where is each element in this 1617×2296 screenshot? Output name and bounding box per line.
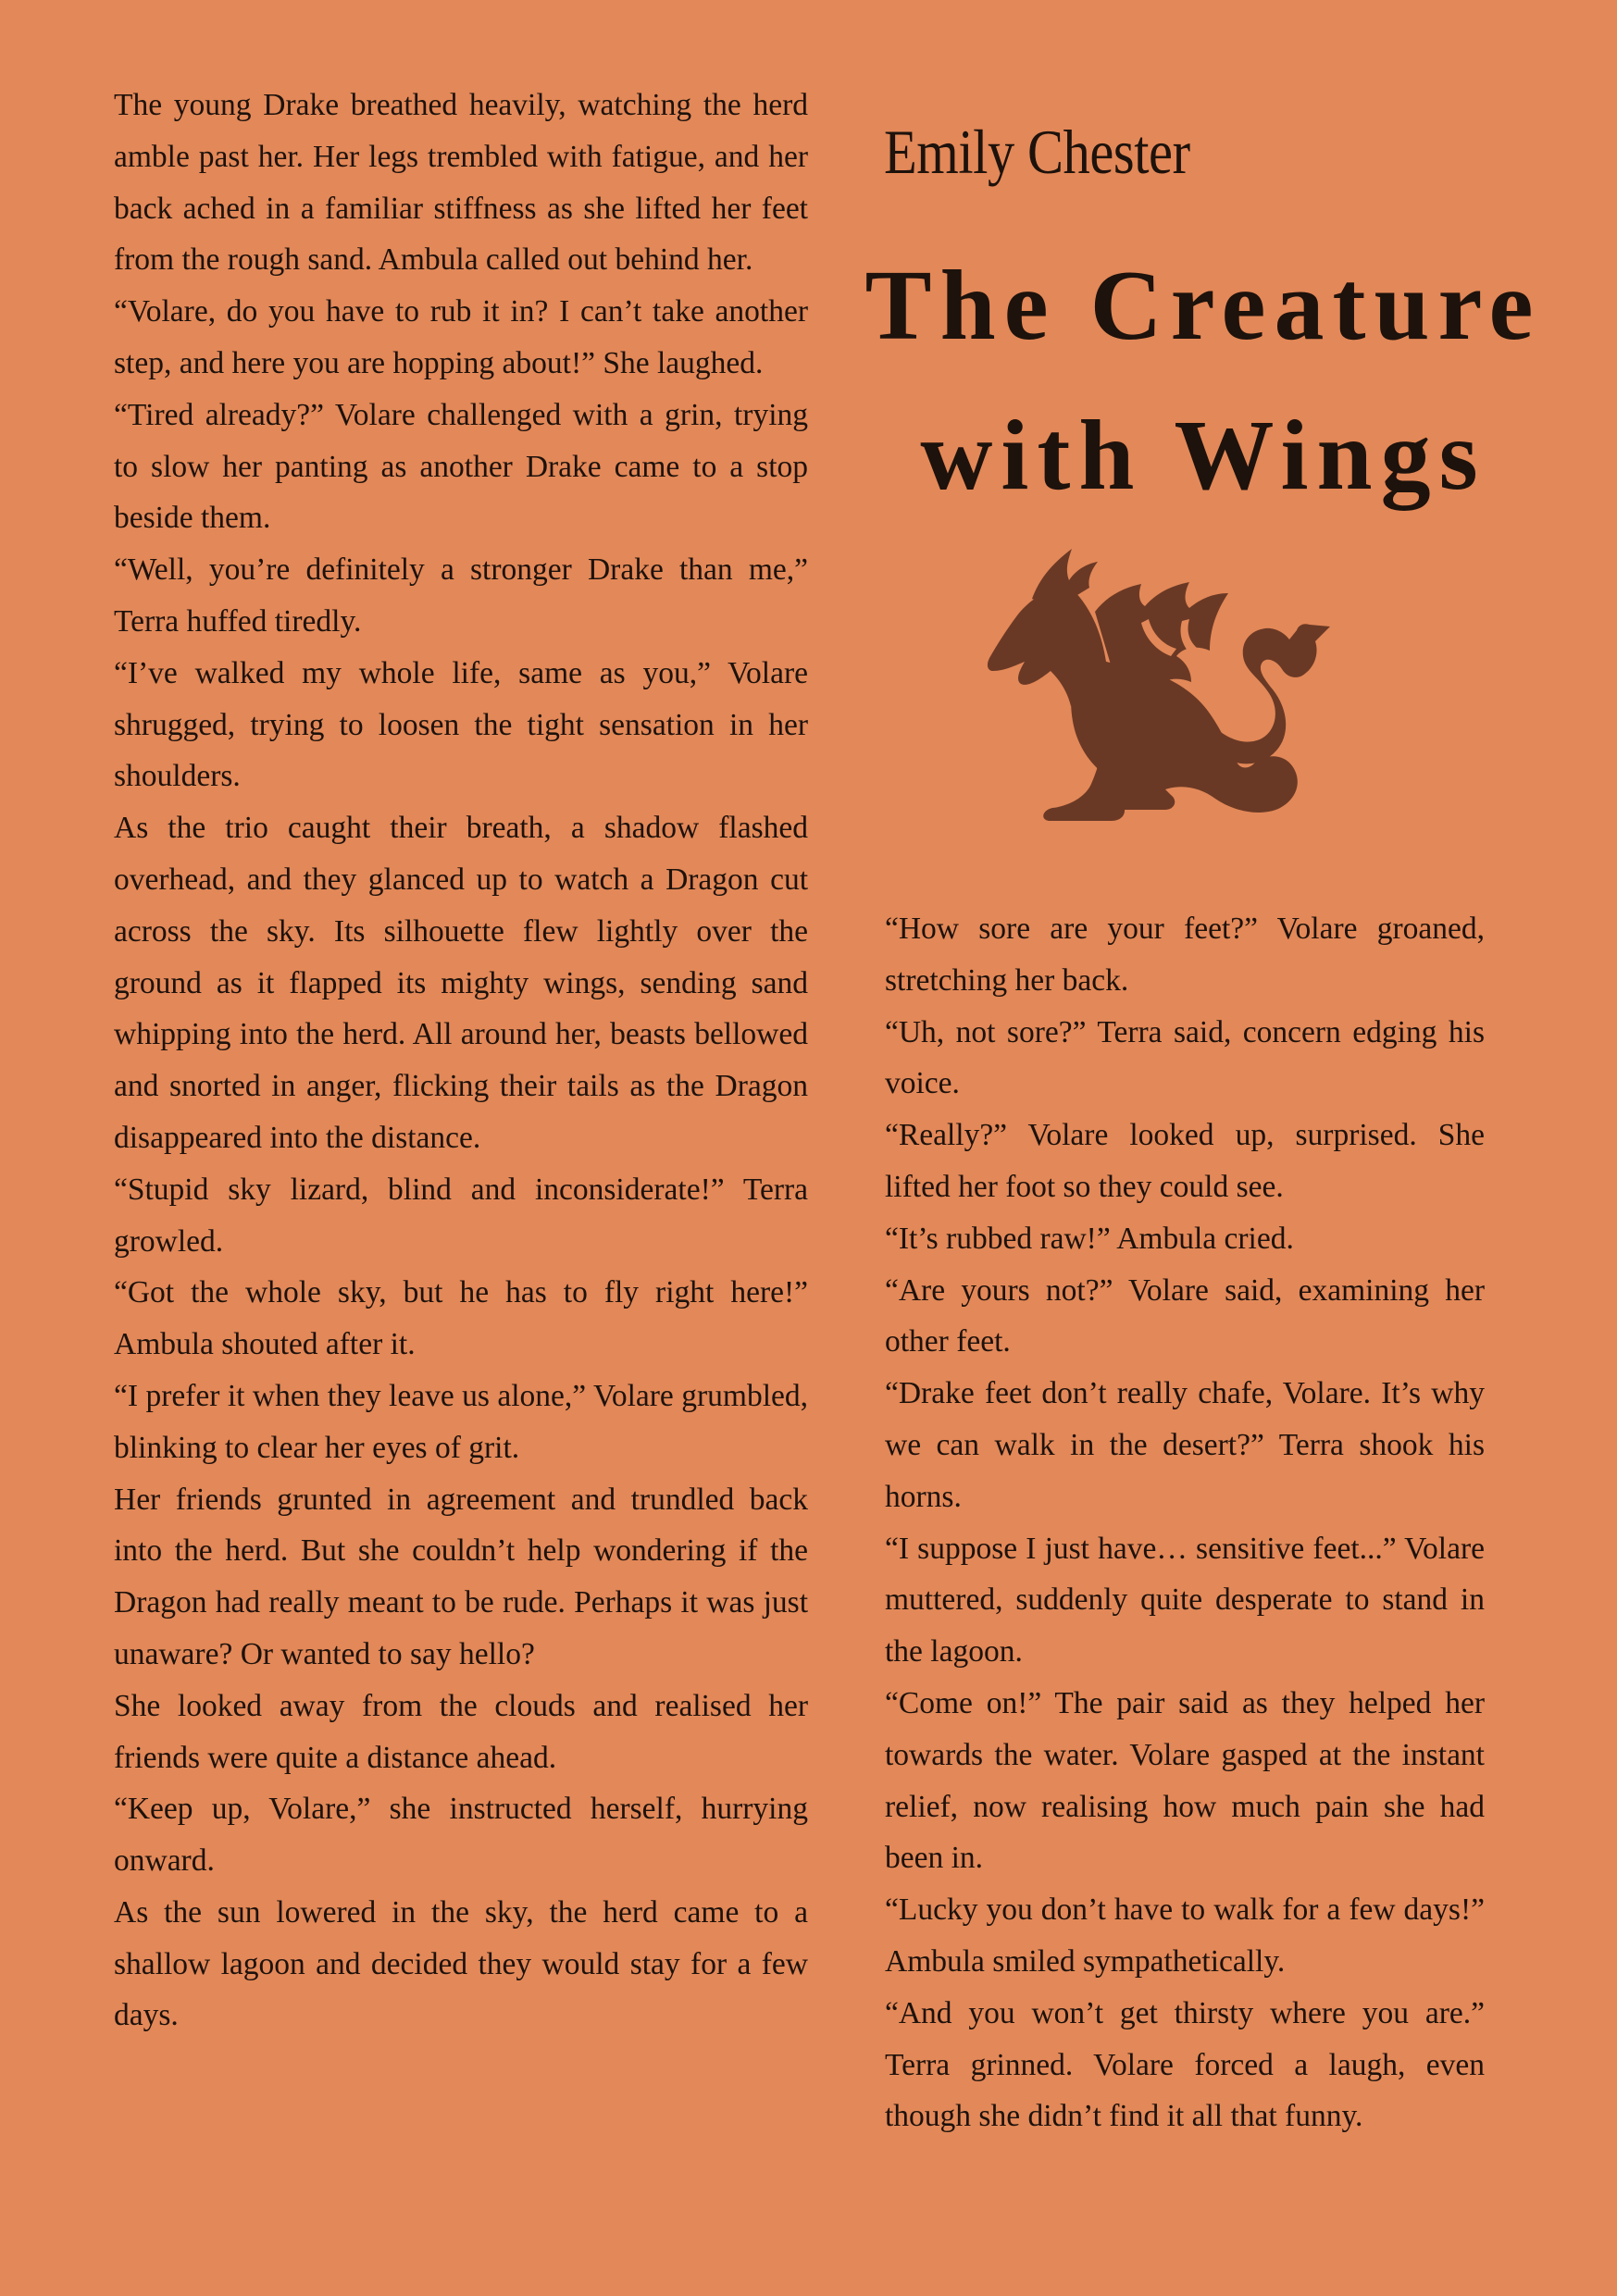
- title-line-1: The Creature: [864, 251, 1542, 361]
- paragraph: “Really?” Volare looked up, surprised. She lifted her foot so they could see.: [885, 1118, 1485, 1204]
- author-name: Emily Chester: [884, 117, 1190, 187]
- paragraph: The young Drake breathed heavily, watching the herd amble past her. Her legs trembled with fatigue, and her back ached in a familiar stiffness as she lifted her feet from the rough sand. Ambula called out behind her.: [114, 88, 808, 278]
- paragraph: “Tired already?” Volare challenged with a grin, trying to slow her panting as another Drake came to a stop beside them.: [114, 397, 808, 536]
- paragraph: As the sun lowered in the sky, the herd came to a shallow lagoon and decided they would stay for a few days.: [114, 1894, 808, 2033]
- paragraph: “Keep up, Volare,” she instructed herself, hurrying onward.: [114, 1792, 808, 1879]
- paragraph: “Lucky you don’t have to walk for a few days!” Ambula smiled sympathetically.: [885, 1893, 1485, 1979]
- paragraph: “Drake feet don’t really chafe, Volare. It’s why we can walk in the desert?” Terra shook his horns.: [885, 1376, 1485, 1514]
- paragraph: “How sore are your feet?” Volare groaned, stretching her back.: [885, 912, 1485, 998]
- paragraph: “Uh, not sore?” Terra said, concern edging his voice.: [885, 1014, 1485, 1101]
- paragraph: “And you won’t get thirsty where you are.” Terra grinned. Volare forced a laugh, even though she didn’t find it all that funny.: [885, 1995, 1485, 2134]
- paragraph: “Come on!” The pair said as they helped her towards the water. Volare gasped at the instant relief, now realising how much pain she had been in.: [885, 1685, 1485, 1876]
- paragraph: She looked away from the clouds and realised her friends were quite a distance ahead.: [114, 1688, 808, 1775]
- story-title: [861, 231, 1546, 531]
- title-line-2: with Wings: [920, 401, 1486, 511]
- paragraph: “Well, you’re definitely a stronger Drake than me,” Terra huffed tiredly.: [114, 552, 808, 639]
- paragraph: “I suppose I just have… sensitive feet...” Volare muttered, suddenly quite desperate to stand in the lagoon.: [885, 1531, 1485, 1669]
- paragraph: “It’s rubbed raw!” Ambula cried.: [885, 1221, 1294, 1256]
- paragraph: “Volare, do you have to rub it in? I can’t take another step, and here you are hopping about!” She laughed.: [114, 294, 808, 380]
- story-column-left: [114, 80, 808, 2042]
- paragraph: “I’ve walked my whole life, same as you,” Volare shrugged, trying to loosen the tight sensation in her shoulders.: [114, 655, 808, 794]
- paragraph: Her friends grunted in agreement and trundled back into the herd. But she couldn’t help wondering if the Dragon had really meant to be rude. Perhaps it was just unaware? Or wanted to say hello?: [114, 1482, 808, 1671]
- dragon-silhouette-icon: [967, 541, 1337, 838]
- paragraph: “Got the whole sky, but he has to fly right here!” Ambula shouted after it.: [114, 1275, 808, 1362]
- paragraph: “Are yours not?” Volare said, examining her other feet.: [885, 1272, 1485, 1359]
- paragraph: “I prefer it when they leave us alone,” Volare grumbled, blinking to clear her eyes of grit.: [114, 1378, 808, 1465]
- paragraph: As the trio caught their breath, a shadow flashed overhead, and they glanced up to watch a Dragon cut across the sky. Its silhouette flew lightly over the ground as it flapped its mighty wings, sending sand whipping into the herd. All around her, beasts bellowed and snorted in anger, flicking their tails as the Dragon disappeared into the distance.: [114, 811, 808, 1155]
- story-column-right: [885, 903, 1485, 2142]
- paragraph: “Stupid sky lizard, blind and inconsiderate!” Terra growled.: [114, 1172, 808, 1259]
